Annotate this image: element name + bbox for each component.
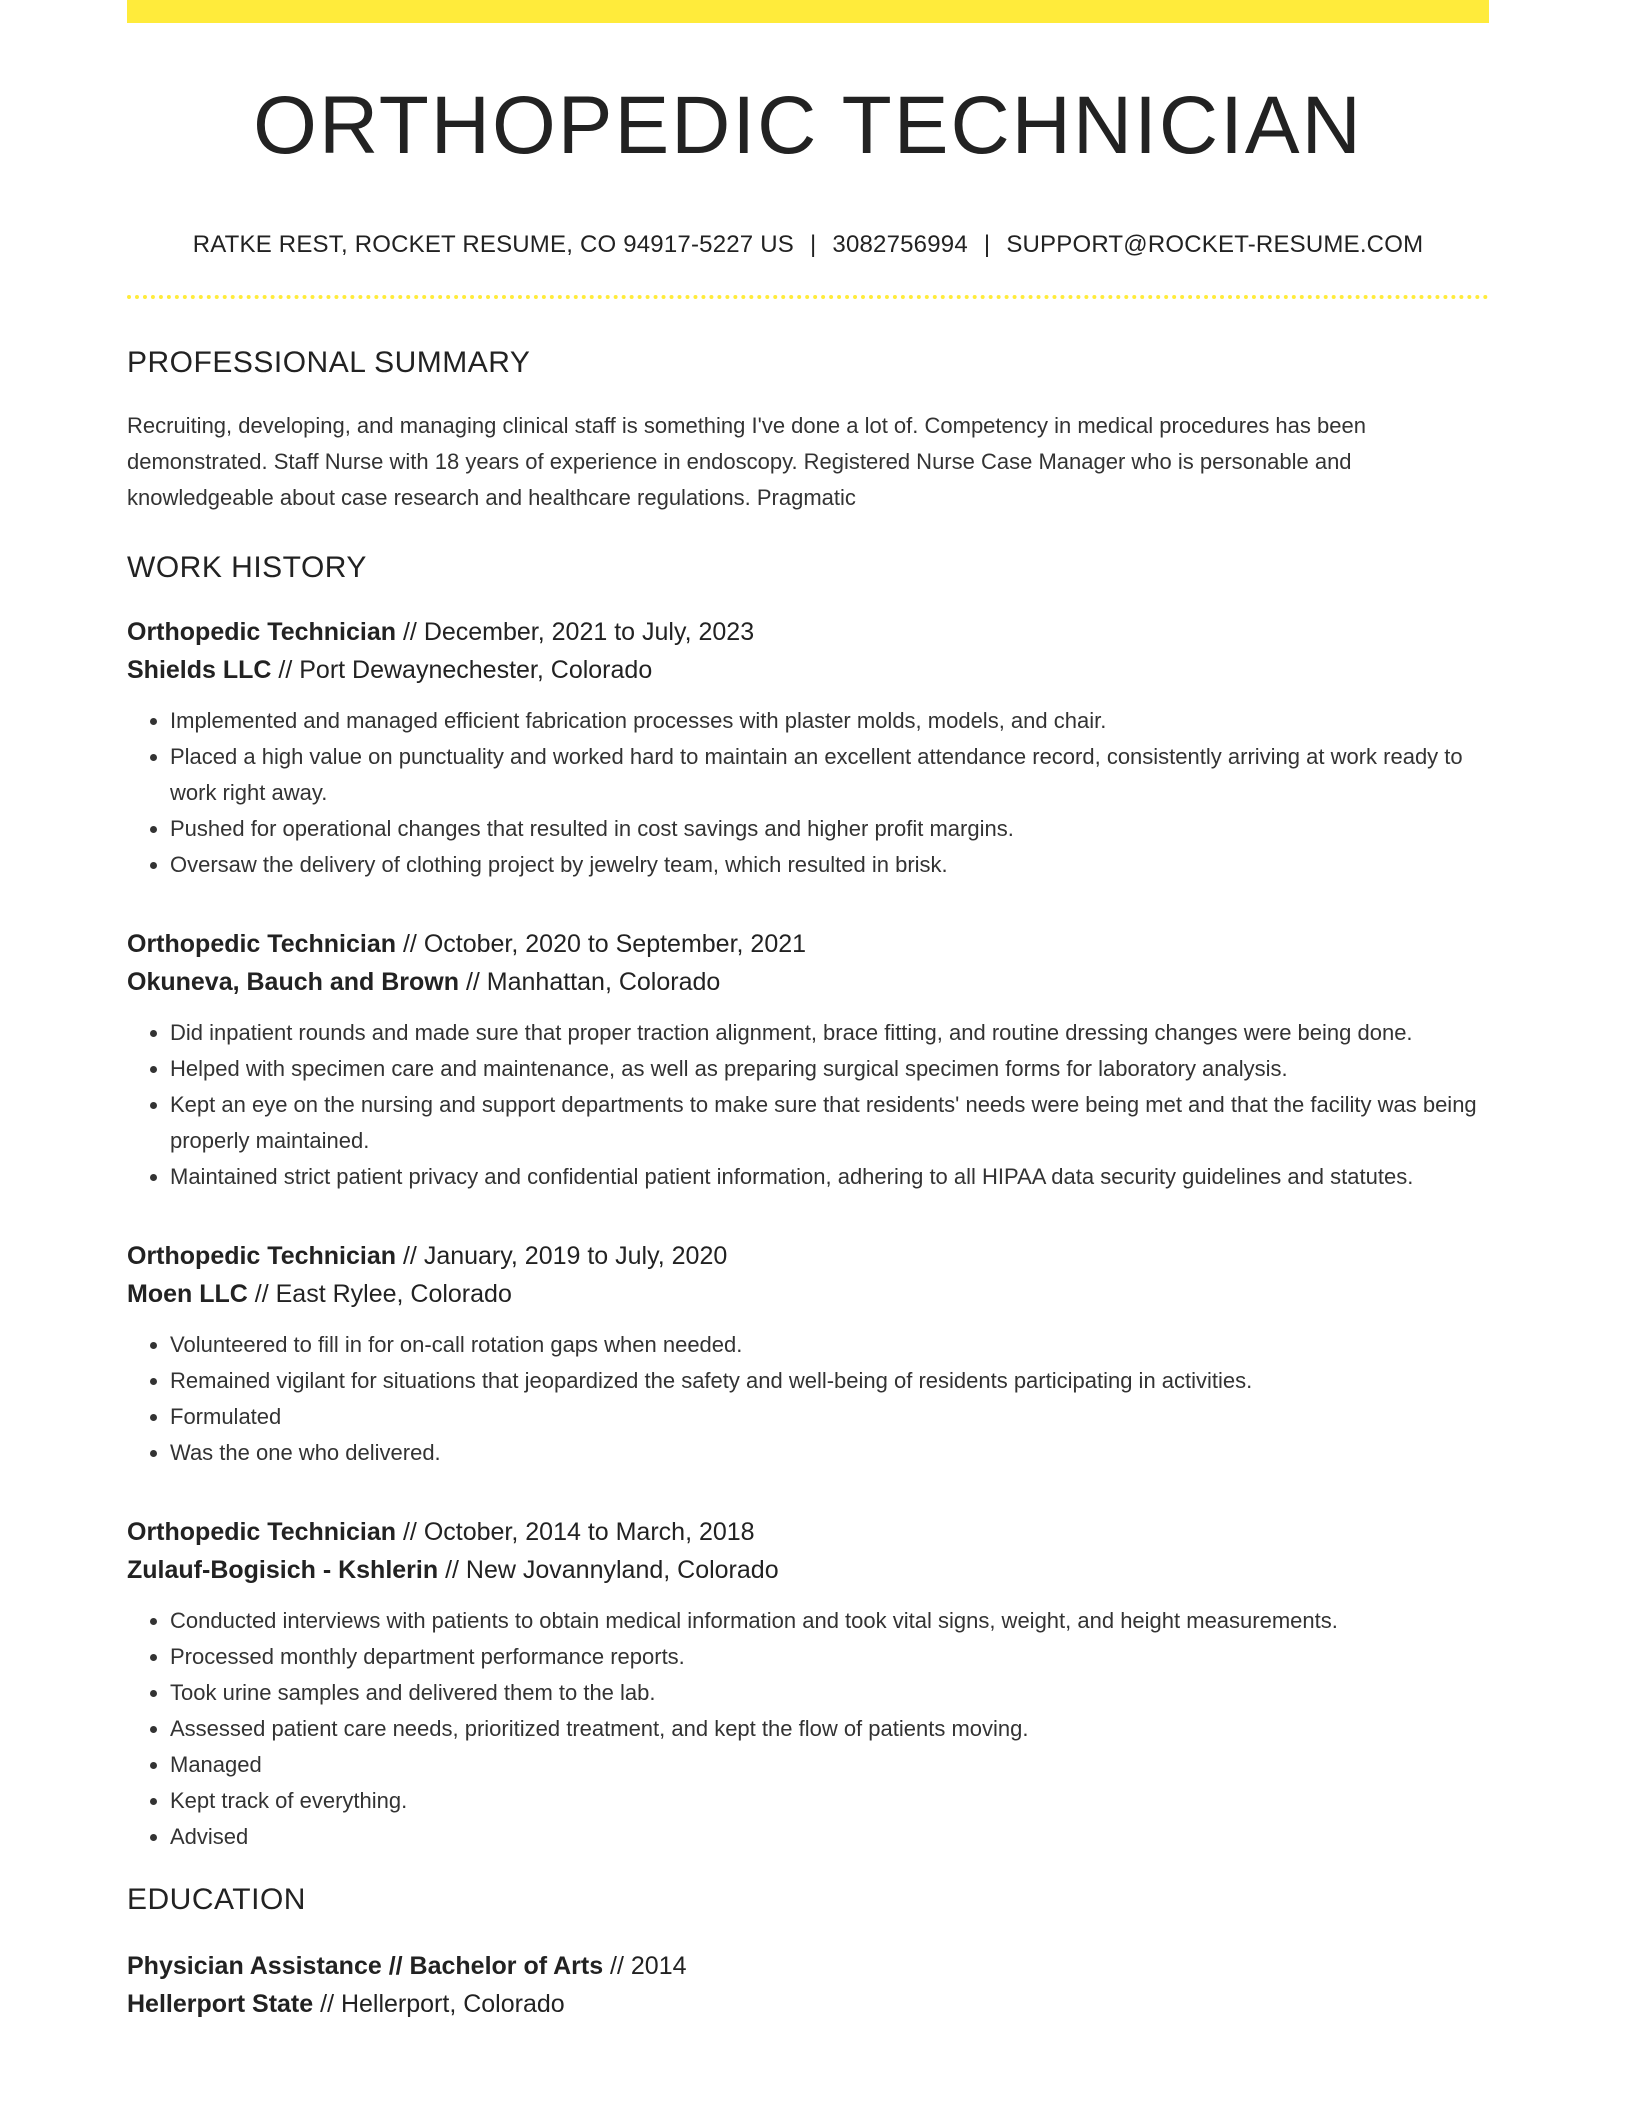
job-company-line bbox=[127, 651, 1489, 689]
job-role-line bbox=[127, 613, 1489, 651]
job-dates: // December, 2021 to July, 2023 bbox=[396, 618, 755, 646]
education-school-line bbox=[127, 1985, 1489, 2023]
header-divider bbox=[127, 295, 1489, 299]
job-bullets bbox=[127, 1603, 1489, 1855]
summary-heading: PROFESSIONAL SUMMARY bbox=[127, 346, 531, 379]
job-role: Orthopedic Technician bbox=[127, 1518, 397, 1546]
job-role: Orthopedic Technician bbox=[127, 1242, 397, 1270]
contact-line bbox=[127, 233, 1489, 257]
job-dates: // October, 2020 to September, 2021 bbox=[396, 930, 807, 958]
education-entry bbox=[127, 1947, 1489, 2023]
contact-phone: 3082756994 bbox=[832, 231, 968, 258]
job-bullets bbox=[127, 703, 1489, 883]
education-location: // Hellerport, Colorado bbox=[313, 1990, 565, 2018]
job-location: // East Rylee, Colorado bbox=[247, 1280, 512, 1308]
job-company: Moen LLC bbox=[127, 1280, 248, 1308]
job-dates: // October, 2014 to March, 2018 bbox=[396, 1518, 755, 1546]
job-company: Okuneva, Bauch and Brown bbox=[127, 968, 460, 996]
job-bullet: • Maintained strict patient privacy and confidential patient information, adhering to all HIPAA data security guidelines and statutes. bbox=[170, 1159, 1489, 1195]
job-entry bbox=[127, 1513, 1489, 1855]
job-bullets bbox=[127, 1327, 1489, 1471]
job-bullet: • Remained vigilant for situations that jeopardized the safety and well-being of residents participating in activities. bbox=[170, 1363, 1489, 1399]
education-year: // 2014 bbox=[603, 1952, 687, 1980]
job-bullet: • Assessed patient care needs, prioritized treatment, and kept the flow of patients moving. bbox=[170, 1711, 1489, 1747]
job-entry bbox=[127, 613, 1489, 883]
job-location: // Port Dewaynechester, Colorado bbox=[271, 656, 653, 684]
contact-email: SUPPORT@ROCKET-RESUME.COM bbox=[1006, 231, 1424, 258]
job-bullet: • Placed a high value on punctuality and worked hard to maintain an excellent attendance record, consistently arriving at work ready to work right away. bbox=[170, 739, 1489, 811]
job-entry bbox=[127, 1237, 1489, 1471]
job-bullet: • Took urine samples and delivered them to the lab. bbox=[170, 1675, 1489, 1711]
job-company-line bbox=[127, 963, 1489, 1001]
job-role-line bbox=[127, 925, 1489, 963]
job-company: Zulauf-Bogisich - Kshlerin bbox=[127, 1556, 439, 1584]
job-bullet: • Kept track of everything. bbox=[170, 1783, 1489, 1819]
job-location: // New Jovannyland, Colorado bbox=[438, 1556, 779, 1584]
job-bullet: • Pushed for operational changes that resulted in cost savings and higher profit margins. bbox=[170, 811, 1489, 847]
education-school: Hellerport State bbox=[127, 1990, 314, 2018]
education-degree-line bbox=[127, 1947, 1489, 1985]
job-bullet: • Advised bbox=[170, 1819, 1489, 1855]
job-location: // Manhattan, Colorado bbox=[459, 968, 721, 996]
job-entry bbox=[127, 925, 1489, 1195]
job-bullet: • Conducted interviews with patients to obtain medical information and took vital signs, weight, and height measurements. bbox=[170, 1603, 1489, 1639]
job-bullet: • Was the one who delivered. bbox=[170, 1435, 1489, 1471]
job-company: Shields LLC bbox=[127, 656, 272, 684]
contact-separator: | bbox=[983, 231, 991, 258]
job-role: Orthopedic Technician bbox=[127, 930, 397, 958]
job-bullet: • Oversaw the delivery of clothing project by jewelry team, which resulted in brisk. bbox=[170, 847, 1489, 883]
job-bullet: • Implemented and managed efficient fabrication processes with plaster molds, models, and chair. bbox=[170, 703, 1489, 739]
job-bullet: • Formulated bbox=[170, 1399, 1489, 1435]
education-degree: Physician Assistance // Bachelor of Arts bbox=[127, 1952, 604, 1980]
top-accent-bar bbox=[127, 0, 1489, 23]
contact-address: RATKE REST, ROCKET RESUME, CO 94917-5227 US bbox=[192, 231, 794, 258]
job-company-line bbox=[127, 1551, 1489, 1589]
job-bullet: • Did inpatient rounds and made sure that proper traction alignment, brace fitting, and routine dressing changes were being done. bbox=[170, 1015, 1489, 1051]
resume-title: ORTHOPEDIC TECHNICIAN bbox=[253, 80, 1363, 171]
summary-text: Recruiting, developing, and managing clinical staff is something I've done a lot of. Competency in medical procedures has been demonstrated. Staff Nurse with 18 years of experience in endoscopy. Registered Nurse Case Manager who is personable and knowledgeable about case research and healthcare regulations. Pragmatic bbox=[127, 413, 1366, 510]
education-heading: EDUCATION bbox=[127, 1883, 306, 1916]
job-bullet: • Managed bbox=[170, 1747, 1489, 1783]
job-bullet: • Volunteered to fill in for on-call rotation gaps when needed. bbox=[170, 1327, 1489, 1363]
resume-page bbox=[127, 0, 1489, 2023]
job-bullets bbox=[127, 1015, 1489, 1195]
contact-separator: | bbox=[809, 231, 817, 258]
job-bullet: • Processed monthly department performance reports. bbox=[170, 1639, 1489, 1675]
job-bullet: • Helped with specimen care and maintenance, as well as preparing surgical specimen forms for laboratory analysis. bbox=[170, 1051, 1489, 1087]
job-role-line bbox=[127, 1513, 1489, 1551]
job-role-line bbox=[127, 1237, 1489, 1275]
work-history-heading: WORK HISTORY bbox=[127, 551, 367, 584]
job-role: Orthopedic Technician bbox=[127, 618, 397, 646]
job-company-line bbox=[127, 1275, 1489, 1313]
job-bullet: • Kept an eye on the nursing and support departments to make sure that residents' needs were being met and that the facility was being properly maintained. bbox=[170, 1087, 1489, 1159]
job-dates: // January, 2019 to July, 2020 bbox=[396, 1242, 728, 1270]
